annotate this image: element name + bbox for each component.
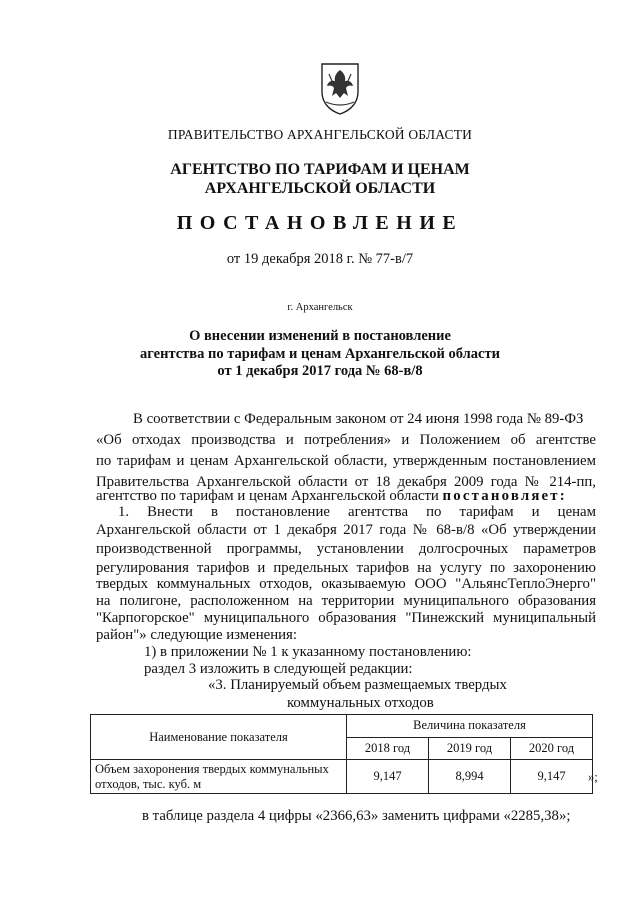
volume-table xyxy=(90,714,593,794)
section-title-line1: «3. Планируемый объем размещаемых твердых xyxy=(208,677,507,693)
government-name: ПРАВИТЕЛЬСТВО АРХАНГЕЛЬСКОЙ ОБЛАСТИ xyxy=(167,127,473,142)
item1-last-line: район"» следующие изменения: xyxy=(96,627,297,643)
item1-line: на полигоне, расположенном на территории муниципального образования xyxy=(96,593,596,609)
row-name-cell xyxy=(91,760,347,794)
resolves-word: постановляет: xyxy=(442,488,567,504)
subitem-1: 1) в приложении № 1 к указанному постановлению: xyxy=(144,644,472,660)
section-title-line2: коммунальных отходов xyxy=(287,695,434,711)
value-cell: 9,147 xyxy=(511,760,593,794)
table-header-row xyxy=(91,715,593,738)
column-header-year: 2019 год xyxy=(429,737,511,760)
document-city: г. Архангельск xyxy=(287,302,353,313)
preamble-line: «Об отходах производства и потребления» и Положением об агентстве xyxy=(96,432,596,448)
item1-line: твердых коммунальных отходов, оказываемую ООО "АльянсТеплоЭнерго" xyxy=(96,576,596,592)
preamble-last-line xyxy=(96,488,567,505)
row-name-line2: отходов, тыс. куб. м xyxy=(95,776,202,791)
item1-line: Архангельской области от 1 декабря 2017 года № 68-в/8 «Об утверждении xyxy=(96,522,596,538)
document-type: ПОСТАНОВЛЕНИЕ xyxy=(176,212,464,234)
preamble-last-text: агентство по тарифам и ценам Архангельской области xyxy=(96,488,439,504)
subitem-2: раздел 3 изложить в следующей редакции: xyxy=(144,661,413,677)
document-date-number: от 19 декабря 2018 г. № 77-в/7 xyxy=(226,251,414,267)
item1-line: 1. Внести в постановление агентства по тарифам и ценам xyxy=(118,504,596,520)
value-cell: 8,994 xyxy=(429,760,511,794)
document-subject xyxy=(0,328,640,381)
preamble-line: по тарифам и ценам Архангельской области, утвержденным постановлением xyxy=(96,453,596,469)
final-instruction: в таблице раздела 4 цифры «2366,63» заменить цифрами «2285,38»; xyxy=(142,808,571,824)
item1-line: регулирования тарифов и предельных тарифов на услугу по захоронению xyxy=(96,560,596,576)
subject-line2: агентства по тарифам и ценам Архангельской области xyxy=(140,345,500,362)
preamble-line: В соответствии с Федеральным законом от 24 июня 1998 года № 89-ФЗ xyxy=(133,411,584,427)
column-group-header: Величина показателя xyxy=(347,715,593,738)
agency-name-line1: АГЕНТСТВО ПО ТАРИФАМ И ЦЕНАМ xyxy=(170,161,470,178)
column-header-year: 2018 год xyxy=(347,737,429,760)
subject-line1: О внесении изменений в постановление xyxy=(189,328,451,344)
agency-name-line2: АРХАНГЕЛЬСКОЙ ОБЛАСТИ xyxy=(204,180,436,197)
subject-line3: от 1 декабря 2017 года № 68-в/8 xyxy=(217,363,423,379)
table-closing-quote: »; xyxy=(588,770,598,784)
row-name-line1: Объем захоронения твердых коммунальных xyxy=(95,761,329,776)
agency-name xyxy=(0,160,640,198)
coat-of-arms-icon xyxy=(319,62,361,116)
value-cell: 9,147 xyxy=(347,760,429,794)
table-row xyxy=(91,760,593,794)
column-header-year: 2020 год xyxy=(511,737,593,760)
item1-line: "Карпогорское" муниципального образования "Пинежский муниципальный xyxy=(96,610,596,626)
column-header-name: Наименование показателя xyxy=(91,715,347,760)
item1-line: производственной программы, установлении долгосрочных параметров xyxy=(96,541,596,557)
preamble-line: Правительства Архангельской области от 18 декабря 2009 года № 214-пп, xyxy=(96,474,596,490)
